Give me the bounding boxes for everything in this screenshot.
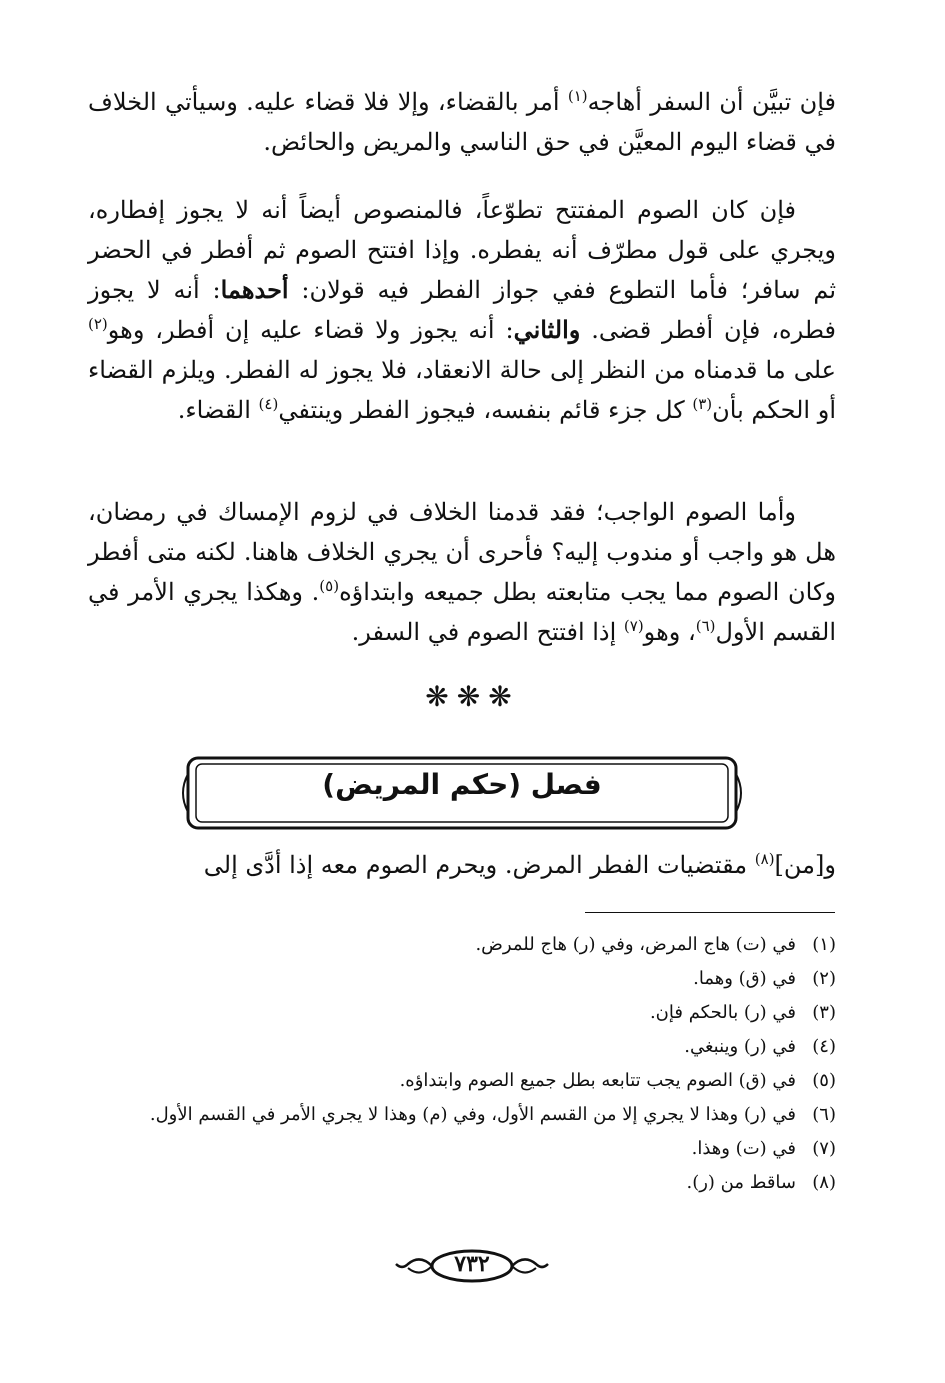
footnote-text: في (ر) وينبغي. xyxy=(684,1036,796,1057)
p2-text-d: على ما قدمناه من النظر إلى حالة الانعقاد، فلا يجوز له الفطر. ويلزم القضاء أو الحكم بأن xyxy=(88,356,836,424)
p2-text-c: : أنه يجوز ولا قضاء عليه إن أفطر، وهو xyxy=(107,316,514,344)
footnote-item xyxy=(88,1030,836,1064)
footnote-ref-6[interactable]: (٦) xyxy=(695,617,716,635)
section-heading-frame xyxy=(178,752,746,834)
paragraph-3 xyxy=(88,492,836,652)
p2-bold-first: أحدهما xyxy=(220,275,289,304)
footnote-item xyxy=(88,1132,836,1166)
paragraph-4 xyxy=(88,845,836,885)
footnote-divider xyxy=(585,912,835,913)
p4-text-a: و[من] xyxy=(774,851,836,879)
footnote-ref-3[interactable]: (٣) xyxy=(692,395,713,413)
footnote-ref-4[interactable]: (٤) xyxy=(258,395,279,413)
footnote-text: ساقط من (ر). xyxy=(686,1172,796,1193)
paragraph-1 xyxy=(88,82,836,162)
footnote-text: في (ق) وهما. xyxy=(693,968,796,989)
footnote-ref-5[interactable]: (٥) xyxy=(319,577,340,595)
p2-text-e: كل جزء قائم بنفسه، فيجوز الفطر وينتفي xyxy=(278,396,693,424)
footnote-text: في (ر) بالحكم فإن. xyxy=(649,1002,796,1023)
footnote-text: في (ت) وهذا. xyxy=(691,1138,796,1159)
footnote-text: في (ق) الصوم يجب تتابعه بطل جميع الصوم وابتداؤه. xyxy=(399,1070,796,1091)
page-number-ornament xyxy=(392,1246,552,1286)
footnote-number: (٨) xyxy=(812,1172,836,1193)
p4-text-b: مقتضيات الفطر المرض. ويحرم الصوم معه إذا أدَّى إلى xyxy=(203,851,755,879)
footnote-ref-1[interactable]: (١) xyxy=(567,87,588,105)
footnote-number: (٧) xyxy=(812,1138,836,1159)
footnote-item xyxy=(88,962,836,996)
p3-text-b: . وهكذا يجري الأمر في القسم الأول xyxy=(88,578,836,646)
footnote-number: (٢) xyxy=(812,968,836,989)
footnote-item xyxy=(88,1064,836,1098)
footnote-ref-2[interactable]: (٢) xyxy=(88,315,108,333)
p2-text-a: فإن كان الصوم المفتتح تطوّعاً، فالمنصوص أيضاً أنه لا يجوز إفطاره، ويجري على قول مطرّف أنه يفطره. وإذا افتتح الصوم ثم أفطر في الحضر ثم سافر؛ فأما التطوع ففي جواز الفطر فيه قولان: xyxy=(88,196,836,304)
p3-text-c: ، وهو xyxy=(643,618,696,646)
footnote-text: في (ت) هاج المرض، وفي (ر) هاج للمرض. xyxy=(475,934,796,955)
section-separator-stars: ❋❋❋ xyxy=(425,680,520,713)
footnote-number: (١) xyxy=(812,934,836,955)
p1-text-a: فإن تبيَّن أن السفر أهاجه xyxy=(587,88,836,116)
footnote-item xyxy=(88,1098,836,1132)
footnote-item xyxy=(88,996,836,1030)
p2-text-b: : أنه لا يجوز فطره، فإن أفطر قضى. xyxy=(88,276,837,344)
footnote-ref-7[interactable]: (٧) xyxy=(623,617,644,635)
footnote-item xyxy=(88,1166,836,1200)
section-heading: فصل (حكم المريض) xyxy=(322,768,602,801)
p2-text-f: القضاء. xyxy=(177,396,259,424)
footnotes-list xyxy=(88,928,836,1200)
footnote-ref-8[interactable]: (٨) xyxy=(754,850,775,868)
page-number: ٧٣٢ xyxy=(454,1251,490,1277)
footnote-text: في (ر) وهذا لا يجري إلا من القسم الأول، وفي (م) وهذا لا يجري الأمر في القسم الأول. xyxy=(149,1104,796,1125)
footnote-number: (٥) xyxy=(812,1070,836,1091)
p1-text-b: أمر بالقضاء، وإلا فلا قضاء عليه. وسيأتي الخلاف في قضاء اليوم المعيَّن في حق الناسي والمريض والحائض. xyxy=(88,88,836,156)
footnote-number: (٣) xyxy=(812,1002,836,1023)
p3-text-a: وأما الصوم الواجب؛ فقد قدمنا الخلاف في لزوم الإمساك في رمضان، هل هو واجب أو مندوب إليه؟ فأحرى أن يجري الخلاف هاهنا. لكنه متى أفطر وكان الصوم مما يجب متابعته بطل جميعه وابتداؤه xyxy=(88,498,836,606)
p2-bold-second: والثاني xyxy=(513,315,581,344)
paragraph-2 xyxy=(88,190,836,430)
footnote-item xyxy=(88,928,836,962)
footnote-number: (٤) xyxy=(812,1036,836,1057)
p3-text-d: إذا افتتح الصوم في السفر. xyxy=(351,618,624,646)
footnote-number: (٦) xyxy=(812,1104,836,1125)
